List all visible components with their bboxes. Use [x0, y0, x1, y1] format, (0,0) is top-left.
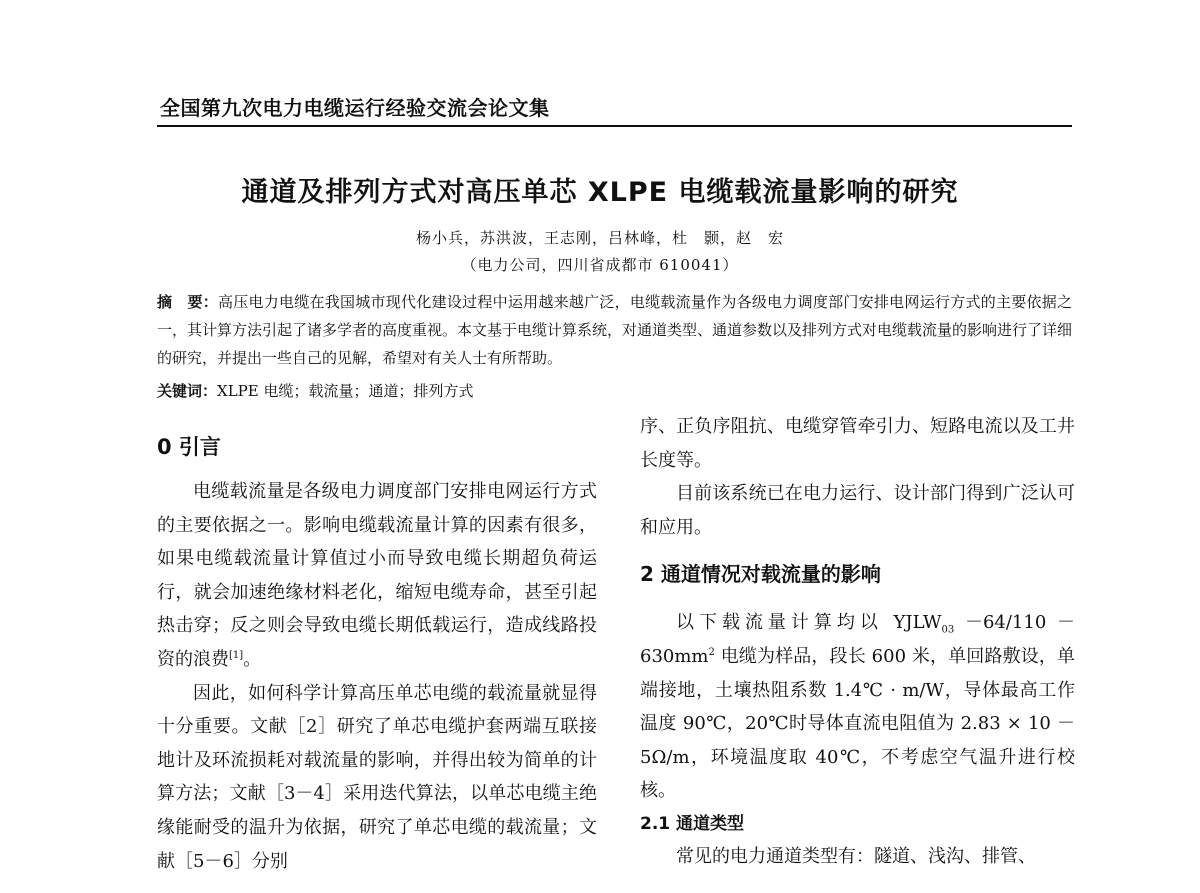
calc-paragraph-b: －64/110 －630mm: [640, 612, 1075, 667]
section-2-1-heading: 2.1 通道类型: [640, 813, 745, 834]
calc-subscript: 03: [941, 624, 955, 636]
section-2-heading: 2 通道情况对载流量的影响: [640, 562, 881, 587]
paper-affiliation: （电力公司，四川省成都市 610041）: [461, 256, 739, 274]
paper-title: 通道及排列方式对高压单芯 XLPE 电缆载流量影响的研究: [241, 177, 959, 208]
calc-paragraph-c: 电缆为样品，段长 600 米，单回路敷设，单端接地，土壤热阻系数 1.4℃ · m/W，导体最高工作温度 90℃，20℃时导体直流电阻值为 2.83 × 10 －5Ω/m，环境温度取 40℃，不考虑空气温升进行校核。: [640, 645, 1075, 802]
section-0-heading: 0 引言: [157, 435, 221, 459]
intro-paragraph-2: 因此，如何科学计算高压单芯电缆的载流量就显得十分重要。文献［2］研究了单芯电缆护套两端互联接地计及环流损耗对载流量的影响，并得出较为简单的计算方法；文献［3－4］采用迭代算法，以单芯电缆主绝缘能耐受的温升为依据，研究了单芯电缆的载流量；文献［5－6］分别: [157, 682, 597, 872]
left-column: [157, 425, 597, 878]
channel-types-paragraph: 常见的电力通道类型有：隧道、浅沟、排管、: [676, 845, 1036, 867]
calc-paragraph-a: 以下载流量计算均以 YJLW: [676, 612, 942, 634]
keywords-text: XLPE 电缆；载流量；通道；排列方式: [217, 382, 474, 400]
abstract: [157, 288, 1072, 372]
calc-superscript: 2: [708, 646, 715, 658]
keywords: [157, 379, 1072, 403]
proceedings-header: 全国第九次电力电缆运行经验交流会论文集: [160, 96, 550, 120]
system-paragraph: 目前该系统已在电力运行、设计部门得到广泛认可和应用。: [640, 483, 1075, 538]
citation-ref: [1]: [229, 649, 244, 661]
paper-authors: 杨小兵，苏洪波，王志刚，吕林峰，杜 颢，赵 宏: [415, 229, 784, 247]
continued-paragraph: 序、正负序阻抗、电缆穿管牵引力、短路电流以及工井长度等。: [640, 416, 1075, 471]
keywords-label: 关键词：: [157, 382, 218, 400]
header-rule: [157, 125, 1072, 127]
intro-paragraph-1: [157, 475, 597, 677]
intro-paragraph-1-text: 电缆载流量是各级电力调度部门安排电网运行方式的主要依据之一。影响电缆载流量计算的因素有很多，如果电缆载流量计算值过小而导致电缆长期超负荷运行，就会加速绝缘材料老化，缩短电缆寿命，甚至引起热击穿；反之则会导致电缆长期低载运行，造成线路投资的浪费: [157, 481, 597, 670]
right-column: [640, 410, 1075, 874]
abstract-label: 摘 要：: [157, 293, 219, 311]
intro-paragraph-1-end: 。: [243, 648, 262, 670]
calc-paragraph: [640, 606, 1075, 808]
abstract-text: 高压电力电缆在我国城市现代化建设过程中运用越来越广泛，电缆载流量作为各级电力调度部门安排电网运行方式的主要依据之一，其计算方法引起了诸多学者的高度重视。本文基于电缆计算系统，对通道类型、通道参数以及排列方式对电缆载流量的影响进行了详细的研究，并提出一些自己的见解，希望对有关人士有所帮助。: [157, 293, 1073, 367]
